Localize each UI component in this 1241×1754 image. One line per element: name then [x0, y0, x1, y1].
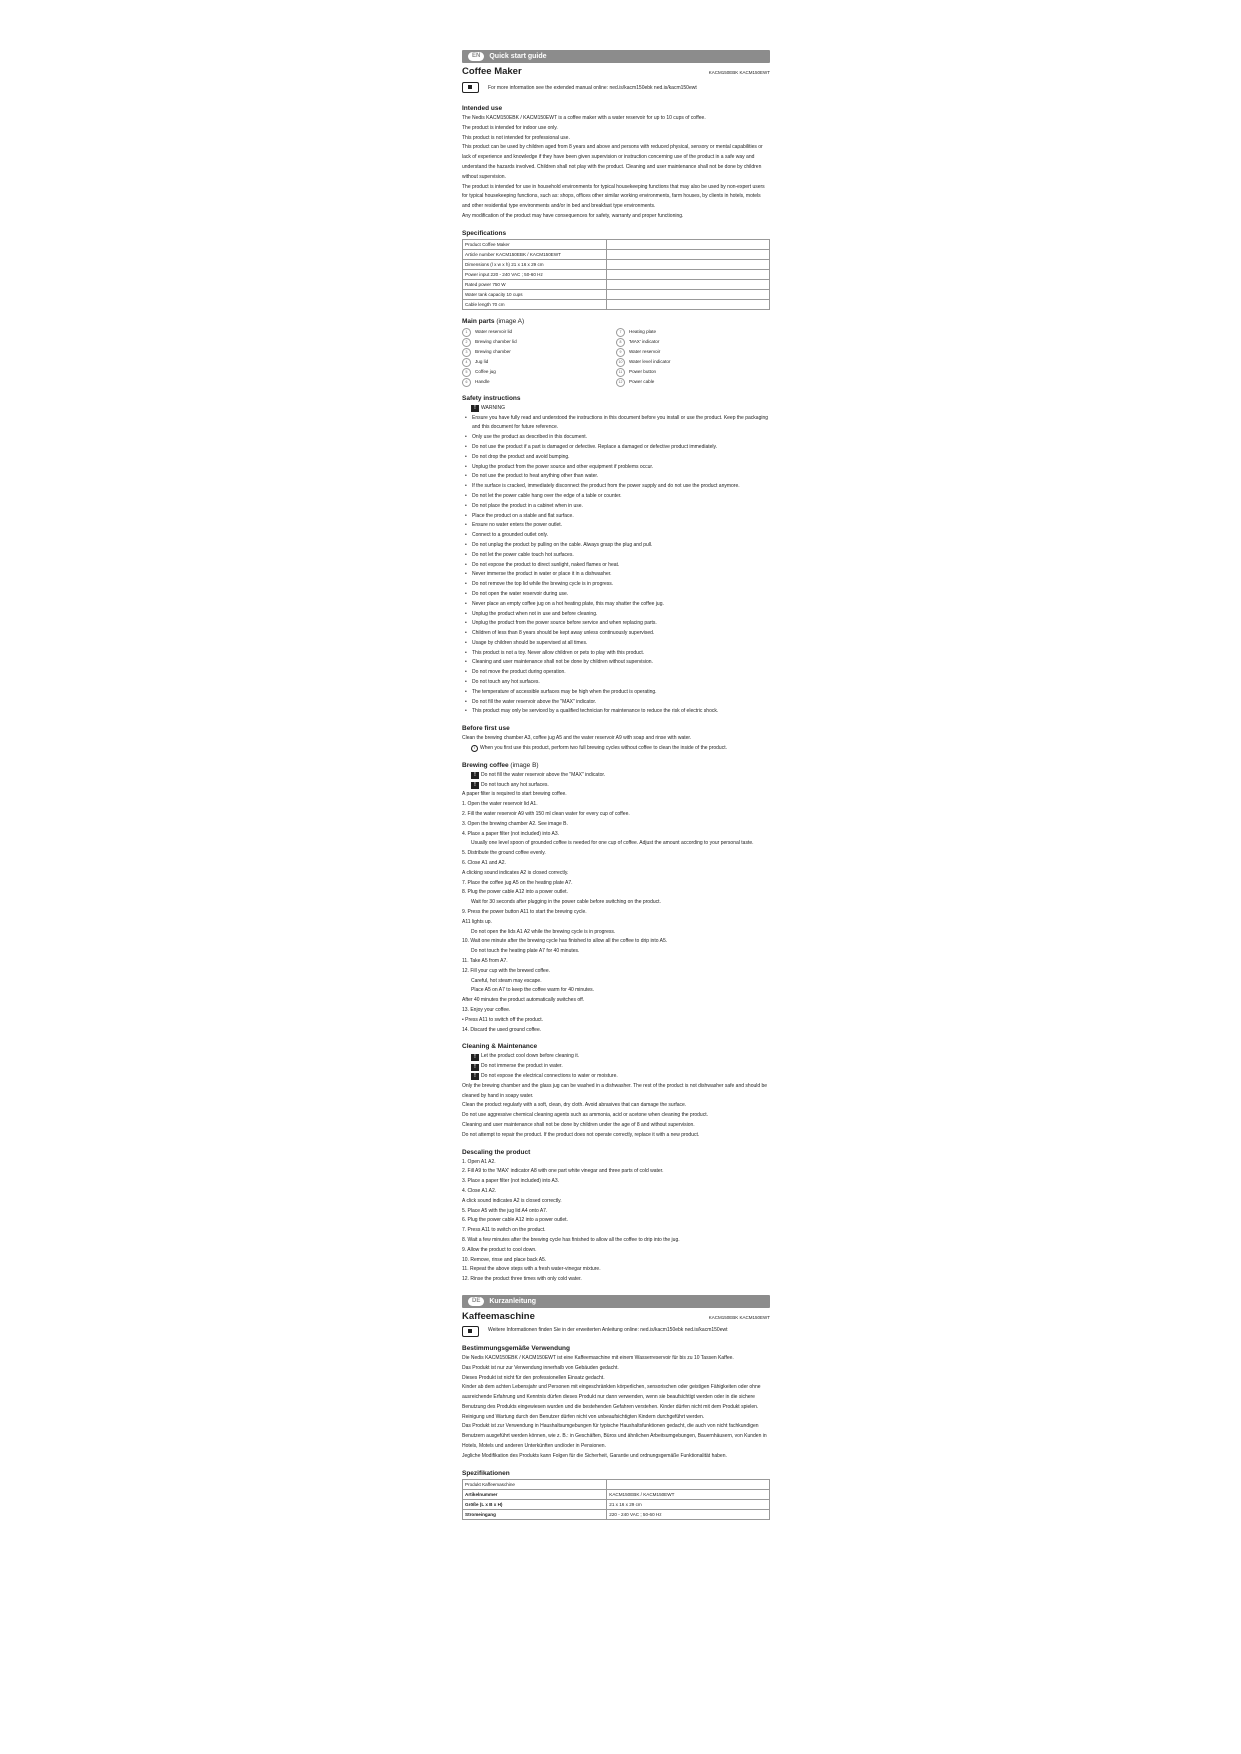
main-parts-title: Main parts: [462, 317, 495, 325]
list-item: • Connect to a grounded outlet only.: [468, 531, 770, 541]
list-item: • Do not fill the water reservoir above the "MAX" indicator.: [468, 698, 770, 708]
manual-info-text: Weitere Informationen finden Sie in der erweiterten Anleitung online: ned.is/kacm150ebk ned.is/kacm150ewt: [488, 1326, 728, 1333]
table-row: [463, 1489, 770, 1499]
paragraph: Das Produkt ist zur Verwendung in Haushaltsumgebungen für typische Haushaltsfunktionen gedacht, die auch von nicht fachkundigen Benutzern ausgeführt werden können, wie z. B.: in Geschäften, Büros und ähnlichen Arbeitsumgebungen, Bauernhäusern, von Kunden in Hotels, Motels und anderen Unterkünften und/oder in Pensionen.: [462, 1423, 767, 1450]
brewing-heading: [462, 762, 770, 769]
paragraph: The product is intended for indoor use only.: [462, 124, 558, 131]
list-item: • If the surface is cracked, immediately disconnect the product from the power supply and do not use the product anymore.: [468, 482, 770, 492]
part-item: [462, 367, 616, 377]
step-line: 12. Fill your cup with the brewed coffee.: [462, 967, 551, 974]
paragraph: This product can be used by children aged from 8 years and above and persons with reduced physical, sensory or mental capabilities or lack of experience and knowledge if they have been given supervision or instruction concerning use of the product in a safe way and understand the hazards involved. Children shall not play with the product. Cleaning and user maintenance shall not be done by children without supervision.: [462, 144, 763, 180]
table-row: [463, 1499, 770, 1509]
step-line: 11. Repeat the above steps with a fresh water-vinegar mixture.: [462, 1266, 601, 1273]
warning-text: WARNING: [481, 404, 505, 411]
table-row: [463, 289, 770, 299]
part-number: 4: [462, 358, 471, 367]
spec-cell: Power input 220 - 240 VAC ; 50-60 Hz: [463, 269, 607, 279]
step-line: A paper filter is required to start brewing coffee.: [462, 791, 567, 798]
table-row: [463, 239, 770, 249]
intended-use-heading: Intended use: [462, 105, 503, 112]
list-item: • Do not let the power cable touch hot surfaces.: [468, 551, 770, 561]
step-line: 4. Close A1 A2.: [462, 1187, 497, 1194]
main-parts-image-ref: (image A): [496, 317, 525, 325]
spec-value: 21 x 16 x 29 cm: [607, 1499, 770, 1509]
warning-text: Let the product cool down before cleaning it.: [481, 1053, 580, 1060]
part-item: [616, 367, 770, 377]
paragraph: Only the brewing chamber and the glass jug can be washed in a dishwasher. The rest of the product is not dishwasher safe and should be cleaned by hand in soapy water.: [462, 1082, 768, 1099]
table-row: [463, 299, 770, 309]
article-numbers: KACM150EBK KACM150EWT: [708, 1314, 770, 1320]
step-line: 2. Fill A9 to the 'MAX' indicator A8 with one part white vinegar and three parts of cold water.: [462, 1168, 664, 1175]
paragraph: Do not use aggressive chemical cleaning agents such as ammonia, acid or acetone when cleaning the product.: [462, 1112, 708, 1119]
spec-value: [607, 1479, 770, 1489]
step-note: Do not touch the heating plate A7 for 40 minutes.: [471, 948, 580, 955]
warning-icon: !: [471, 1054, 479, 1061]
language-bar-en: [462, 50, 770, 63]
step-line: 5. Place A5 with the jug lid A4 onto A7.: [462, 1207, 548, 1214]
part-number: 7: [616, 328, 625, 337]
list-item: • Only use the product as described in this document.: [468, 433, 770, 443]
part-item: [462, 337, 616, 347]
list-item: • This product is not a toy. Never allow children or pets to play with this product.: [468, 649, 770, 659]
part-label: Coffee jug: [475, 368, 496, 374]
warning-line: [462, 781, 770, 791]
step-note: Do not open the lids A1 A2 while the brewing cycle is in progress.: [471, 928, 616, 935]
step-line: 2. Fill the water reservoir A9 with 150 ml clean water for every cup of coffee.: [462, 811, 630, 818]
step-line: 12. Rinse the product three times with only cold water.: [462, 1276, 582, 1283]
warning-text: Do not immerse the product in water.: [481, 1063, 563, 1070]
step-note: Usually one level spoon of grounded coffee is needed for one cup of coffee. Adjust the amount according to your personal taste.: [471, 840, 754, 847]
part-number: 11: [616, 368, 625, 377]
part-label: Handle: [475, 378, 490, 384]
part-item: [462, 357, 616, 367]
list-item: • Do not drop the product and avoid bumping.: [468, 453, 770, 463]
paragraph: Do not attempt to repair the product. If the product does not operate correctly, replace it with a new product.: [462, 1131, 700, 1138]
list-item: • Do not use the product to heat anything other than water.: [468, 472, 770, 482]
specifications-table: [462, 1479, 770, 1520]
step-line: 10. Remove, rinse and place back A5.: [462, 1256, 547, 1263]
step-line: 3. Place a paper filter (not included) into A3.: [462, 1178, 560, 1185]
step-line: A click sound indicates A2 is closed correctly.: [462, 1197, 562, 1204]
spec-value: KACM150EBK / KACM150EWT: [607, 1489, 770, 1499]
language-badge: EN: [468, 52, 484, 61]
intended-use-text: [462, 114, 770, 222]
table-row: [463, 249, 770, 259]
warning-icon: !: [471, 782, 479, 789]
step-line: 9. Allow the product to cool down.: [462, 1246, 537, 1253]
warning-text: Do not touch any hot surfaces.: [481, 781, 549, 788]
list-item: • Never place an empty coffee jug on a hot heating plate, this may shatter the coffee jug.: [468, 600, 770, 610]
part-label: Brewing chamber: [475, 348, 511, 354]
specifications-heading: Spezifikationen: [462, 1469, 510, 1477]
step-line: 8. Plug the power cable A12 into a power outlet.: [462, 889, 568, 896]
specifications-heading: Specifications: [462, 229, 507, 237]
language-bar-de: [462, 1295, 770, 1308]
list-item: • Do not open the water reservoir during use.: [468, 590, 770, 600]
before-first-use-text: Clean the brewing chamber A3, coffee jug A5 and the water reservoir A9 with soap and rinse with water.: [462, 735, 692, 742]
document-title: Kaffeemaschine: [462, 1310, 535, 1322]
spec-cell: Cable length 70 cm: [463, 299, 607, 309]
manual-info: [462, 82, 770, 93]
table-row: [463, 269, 770, 279]
step-line: 9. Press the power button A11 to start the brewing cycle.: [462, 909, 587, 916]
paragraph: The Nedis KACM150EBK / KACM150EWT is a coffee maker with a water reservoir for up to 10 cups of coffee.: [462, 115, 706, 121]
paragraph: This product is not intended for professional use.: [462, 134, 570, 141]
brewing-image-ref: (image B): [510, 761, 539, 769]
part-number: 3: [462, 348, 471, 357]
part-item: [616, 327, 770, 337]
part-item: [616, 347, 770, 357]
part-number: 5: [462, 368, 471, 377]
title-row: [462, 66, 770, 77]
paragraph: Cleaning and user maintenance shall not be done by children under the age of 8 and without supervision.: [462, 1121, 695, 1128]
part-item: [616, 337, 770, 347]
part-label: Power button: [629, 368, 657, 374]
paragraph: Any modification of the product may have consequences for safety, warranty and proper functioning.: [462, 212, 684, 219]
spec-label: Größe (L x B x H): [463, 1499, 607, 1509]
step-line: 7. Place the coffee jug A5 on the heating plate A7.: [462, 879, 573, 886]
paragraph: Das Produkt ist nur zur Verwendung innerhalb von Gebäuden gedacht.: [462, 1364, 619, 1371]
specifications-table: [462, 239, 770, 310]
list-item: • Ensure you have fully read and understood the instructions in this document before you install or use the product. Keep the packaging and this document for future reference.: [468, 414, 770, 434]
step-line: 3. Open the brewing chamber A2. See image B.: [462, 820, 568, 827]
paragraph: Clean the product regularly with a soft, clean, dry cloth. Avoid abrasives that can damage the surface.: [462, 1102, 687, 1109]
step-line: 6. Close A1 and A2.: [462, 860, 506, 867]
part-label: Water level indicator: [629, 358, 671, 364]
list-item: • The temperature of accessible surfaces may be high when the product is operating.: [468, 688, 770, 698]
list-item: • Do not touch any hot surfaces.: [468, 678, 770, 688]
language-badge: DE: [468, 1297, 484, 1306]
part-label: Jug lid: [475, 358, 489, 364]
spec-cell: Water tank capacity 10 cups: [463, 289, 607, 299]
warning-icon: !: [471, 1064, 479, 1071]
step-line: 7. Press A11 to switch on the product.: [462, 1227, 546, 1234]
paragraph: Kinder ab dem achten Lebensjahr und Personen mit eingeschränkten körperlichen, sensorischen oder geistigen Fähigkeiten oder ohne ausreichende Erfahrung und Kenntnis dürfen dieses Produkt nur dann verwenden, wenn sie beaufsichtigt werden oder in die sichere Benutzung des Produkts eingewiesen wurden und die bestehenden Gefahren verstehen. Kinder dürfen nicht mit dem Produkt spielen. Reinigung und Wartung durch den Benutzer dürfen nicht von unbeaufsichtigten Kindern durchgeführt werden.: [462, 1384, 761, 1420]
table-row: [463, 279, 770, 289]
list-item: • Children of less than 8 years should be kept away unless continuously supervised.: [468, 629, 770, 639]
intended-use-heading: Bestimmungsgemäße Verwendung: [462, 1344, 570, 1352]
laptop-icon: [462, 82, 479, 93]
step-line: 8. Wait a few minutes after the brewing cycle has finished to allow all the coffee to drip into the jug.: [462, 1236, 680, 1243]
brewing-title: Brewing coffee: [462, 761, 509, 769]
part-number: 1: [462, 328, 471, 337]
table-row: [463, 1479, 770, 1489]
title-row: [462, 1311, 770, 1322]
list-item: • Do not move the product during operation.: [468, 668, 770, 678]
safety-heading: Safety instructions: [462, 394, 521, 402]
part-item: [616, 357, 770, 367]
list-item: • Unplug the product when not in use and before cleaning.: [468, 610, 770, 620]
safety-list: [462, 414, 770, 718]
step-line: 1. Open the water reservoir lid A1.: [462, 801, 538, 808]
list-item: • Unplug the product from the power source before service and when replacing parts.: [468, 619, 770, 629]
info-icon: i: [471, 745, 478, 752]
warning-line: [462, 771, 770, 781]
spec-value: [607, 249, 770, 259]
step-line: 11. Take A5 from A7.: [462, 958, 508, 964]
list-item: • Do not remove the top lid while the brewing cycle is in progress.: [468, 580, 770, 590]
warning-icon: !: [471, 405, 479, 412]
warning-icon: !: [471, 772, 479, 779]
part-item: [616, 377, 770, 387]
paragraph: The product is intended for use in household environments for typical housekeeping functions that may also be used by non-expert users for typical housekeeping functions, such as: shops, offices other similar working environments, farm houses, by clients in hotels, motels and other residential type environments and/or in bed and breakfast type environments.: [462, 183, 765, 210]
brewing-steps: [462, 790, 770, 1035]
step-line: 6. Plug the power cable A12 into a power outlet.: [462, 1217, 568, 1224]
step-line: A11 lights up.: [462, 918, 492, 925]
warning-line: [462, 1062, 770, 1072]
table-row: [463, 259, 770, 269]
part-label: 'MAX' indicator: [629, 338, 660, 344]
manual-info-text: For more information see the extended manual online: ned.is/kacm150ebk ned.is/kacm150ewt: [488, 84, 697, 91]
spec-value: 220 - 240 VAC ; 50-60 Hz: [607, 1509, 770, 1519]
article-numbers: KACM150EBK KACM150EWT: [708, 70, 770, 75]
paragraph: Jegliche Modifikation des Produkts kann Folgen für die Sicherheit, Garantie und ordnungsgemäße Funktionalität haben.: [462, 1452, 727, 1459]
list-item: • Do not let the power cable hang over the edge of a table or counter.: [468, 492, 770, 502]
before-first-use-heading: Before first use: [462, 725, 510, 733]
document-column: [462, 50, 770, 1520]
info-note: [462, 744, 770, 754]
main-parts-heading: [462, 318, 770, 325]
list-item: • Never immerse the product in water or place it in a dishwasher.: [468, 570, 770, 580]
part-item: [462, 327, 616, 337]
warning-line: [462, 1052, 770, 1062]
part-number: 6: [462, 378, 471, 387]
list-item: • This product may only be serviced by a qualified technician for maintenance to reduce the risk of electric shock.: [468, 707, 770, 717]
note-text: When you first use this product, perform two full brewing cycles without coffee to clean the inside of the product.: [480, 745, 727, 752]
step-line: • Press A11 to switch off the product.: [462, 1016, 544, 1023]
guide-label: Quick start guide: [489, 53, 547, 60]
spec-value: [607, 269, 770, 279]
table-row: [463, 1509, 770, 1519]
list-item: • Usage by children should be supervised at all times.: [468, 639, 770, 649]
part-label: Power cable: [629, 378, 655, 384]
spec-cell: Dimensions (l x w x h) 21 x 16 x 29 cm: [463, 259, 607, 269]
spec-value: [607, 289, 770, 299]
step-line: 14. Discard the used ground coffee.: [462, 1026, 542, 1033]
step-line: After 40 minutes the product automatically switches off.: [462, 997, 585, 1004]
list-item: • Cleaning and user maintenance shall not be done by children without supervision.: [468, 658, 770, 668]
guide-label: Kurzanleitung: [489, 1297, 537, 1305]
part-label: Water reservoir: [629, 348, 661, 354]
list-item: • Unplug the product from the power source and other equipment if problems occur.: [468, 463, 770, 473]
parts-list: [462, 327, 770, 387]
warning-line: [462, 1072, 770, 1082]
spec-value: [607, 299, 770, 309]
part-label: Heating plate: [629, 328, 657, 334]
list-item: • Do not place the product in a cabinet when in use.: [468, 502, 770, 512]
warning-label: [462, 404, 770, 414]
cleaning-heading: Cleaning & Maintenance: [462, 1043, 538, 1051]
list-item: • Ensure no water enters the power outlet.: [468, 521, 770, 531]
warning-icon: !: [471, 1073, 479, 1080]
step-line: 1. Open A1 A2.: [462, 1158, 496, 1165]
descaling-heading: Descaling the product: [462, 1148, 531, 1156]
descaling-steps: [462, 1158, 770, 1285]
spec-label: Artikelnummer: [463, 1489, 607, 1499]
spec-cell: Product Coffee Maker: [463, 239, 607, 249]
spec-value: [607, 279, 770, 289]
warning-text: Do not expose the electrical connections to water or moisture.: [481, 1072, 618, 1079]
part-number: 2: [462, 338, 471, 347]
part-number: 12: [616, 378, 625, 387]
step-line: 10. Wait one minute after the brewing cycle has finished to allow all the coffee to drip into A5.: [462, 938, 668, 945]
spec-value: [607, 239, 770, 249]
step-note: Careful, hot steam may escape.: [471, 977, 542, 984]
part-item: [462, 377, 616, 387]
spec-cell: Rated power 750 W: [463, 279, 607, 289]
step-line: A clicking sound indicates A2 is closed correctly.: [462, 869, 569, 876]
part-label: Water reservoir lid: [475, 328, 513, 334]
step-note: Place A5 on A7 to keep the coffee warm for 40 minutes.: [471, 987, 595, 994]
step-note: Wait for 30 seconds after plugging in the power cable before switching on the product.: [471, 899, 661, 906]
step-line: 4. Place a paper filter (not included) into A3.: [462, 830, 560, 837]
document-title: Coffee Maker: [462, 66, 522, 77]
spec-value: [607, 259, 770, 269]
warning-text: Do not fill the water reservoir above the "MAX" indicator.: [481, 771, 606, 778]
spec-label: Produkt Kaffeemaschine: [463, 1479, 607, 1489]
list-item: • Place the product on a stable and flat surface.: [468, 512, 770, 522]
step-line: 13. Enjoy your coffee.: [462, 1006, 511, 1013]
part-number: 10: [616, 358, 625, 367]
spec-label: Stromeingang: [463, 1509, 607, 1519]
part-number: 9: [616, 348, 625, 357]
part-number: 8: [616, 338, 625, 347]
paragraph: Dieses Produkt ist nicht für den professionellen Einsatz gedacht.: [462, 1374, 605, 1381]
manual-info: [462, 1326, 770, 1337]
laptop-icon: [462, 1326, 479, 1337]
paragraph: Die Nedis KACM150EBK / KACM150EWT ist eine Kaffeemaschine mit einem Wasserreservoir für bis zu 10 Tassen Kaffee.: [462, 1354, 734, 1361]
list-item: • Do not expose the product to direct sunlight, naked flames or heat.: [468, 561, 770, 571]
step-line: 5. Distribute the ground coffee evenly.: [462, 850, 546, 857]
list-item: • Do not unplug the product by pulling on the cable. Always grasp the plug and pull.: [468, 541, 770, 551]
list-item: • Do not use the product if a part is damaged or defective. Replace a damaged or defective product immediately.: [468, 443, 770, 453]
spec-cell: Article number KACM150EBK / KACM150EWT: [463, 249, 607, 259]
part-label: Brewing chamber lid: [475, 338, 517, 344]
part-item: [462, 347, 616, 357]
